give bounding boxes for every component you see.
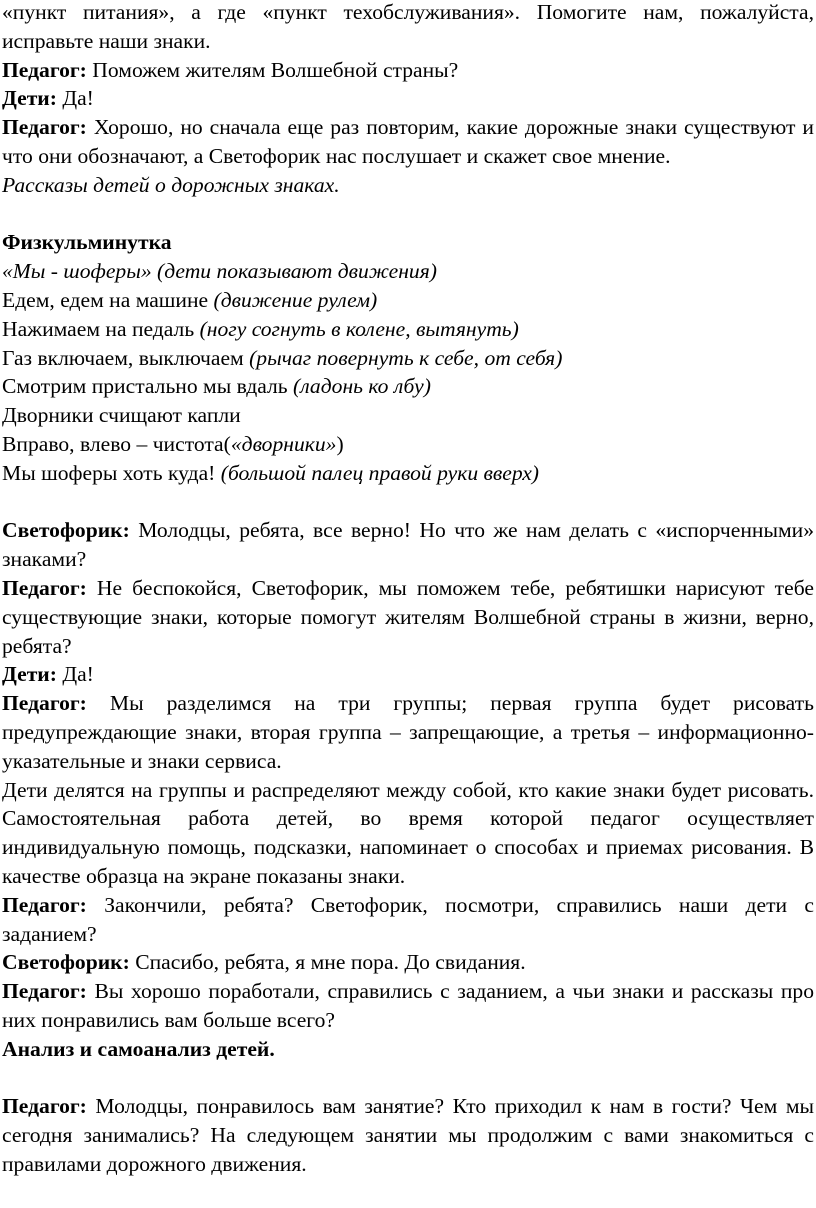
dialogue-teacher-5 [2, 891, 814, 949]
rhyme-text: Смотрим пристально мы вдаль [2, 374, 288, 399]
dialogue-teacher-3 [2, 574, 814, 660]
rhyme-title: «Мы - шоферы» (дети показывают движения) [2, 259, 437, 284]
speech-text: Закончили, ребята? Светофорик, посмотри, справились наши дети с заданием? [2, 892, 814, 946]
rhyme-text: Дворники счищают капли [2, 403, 241, 428]
rhyme-line [2, 344, 814, 373]
speaker-teacher: Педагог: [2, 575, 87, 600]
rhyme-line [2, 372, 814, 401]
speaker-teacher: Педагог: [2, 892, 87, 917]
speech-text: Да! [62, 662, 94, 687]
rhyme-line [2, 315, 814, 344]
speech-text: Молодцы, ребята, все верно! Но что же нам делать с «испорченными» знаками? [2, 518, 814, 572]
speech-text: Не беспокойся, Светофорик, мы поможем тебе, ребятишки нарисуют тебе существующие знаки, которые помогут жителям Волшебной страны в жизни, верно, ребята? [2, 575, 814, 658]
rhyme-line [2, 430, 814, 459]
speech-text: Молодцы, понравилось вам занятие? Кто приходил к нам в гости? Чем мы сегодня занимались? На следующем занятии мы продолжим с вами знакомиться с правилами дорожного движения. [2, 1094, 814, 1176]
speech-text: Спасибо, ребята, я мне пора. До свидания. [135, 950, 526, 975]
speaker-teacher: Педагог: [2, 115, 87, 140]
rhyme-line [2, 401, 814, 430]
speaker-children: Дети: [2, 86, 57, 111]
dialogue-children-2 [2, 660, 814, 689]
speaker-teacher: Педагог: [2, 979, 87, 1004]
dialogue-svetoforik-1 [2, 516, 814, 574]
rhyme-note: (большой палец правой руки вверх) [215, 460, 539, 485]
dialogue-teacher-6 [2, 977, 814, 1035]
section-heading-warmup: Физкульминутка [2, 230, 172, 255]
rhyme-text: Газ включаем, выключаем [2, 345, 244, 370]
speaker-svetoforik: Светофорик: [2, 950, 130, 975]
dialogue-teacher-1 [2, 56, 814, 85]
dialogue-svetoforik-2 [2, 948, 814, 977]
speaker-svetoforik: Светофорик: [2, 518, 130, 543]
stage-direction: Рассказы детей о дорожных знаках. [2, 172, 340, 197]
speech-text: Мы разделимся на три группы; первая группа будет рисовать предупреждающие знаки, вторая группа – запрещающие, а третья – информационно-указательные и знаки сервиса. [2, 691, 814, 773]
rhyme-line [2, 459, 814, 488]
blank-line [2, 200, 814, 229]
dialogue-teacher-7 [2, 1092, 814, 1178]
dialogue-teacher-2 [2, 113, 814, 171]
speaker-teacher: Педагог: [2, 1094, 87, 1119]
blank-line [2, 488, 814, 517]
rhyme-note: «дворники» [230, 431, 337, 456]
rhyme-note: (ногу согнуть в колене, вытянуть) [194, 316, 519, 341]
rhyme-note: (ладонь ко лбу) [287, 374, 431, 399]
speech-text: Поможем жителям Волшебной страны? [92, 57, 459, 82]
rhyme-text: Нажимаем на педаль [2, 316, 195, 341]
rhyme-text: Вправо, влево – чистота( [2, 431, 231, 456]
speech-text: Хорошо, но сначала еще раз повторим, какие дорожные знаки существуют и что они обозначают, а Светофорик нас послушает и скажет свое мнение. [2, 115, 814, 168]
rhyme-line [2, 286, 814, 315]
section-heading-analysis: Анализ и самоанализ детей. [2, 1036, 275, 1061]
dialogue-teacher-4 [2, 689, 814, 775]
rhyme-text: Едем, едем на машине [2, 287, 209, 312]
blank-line [2, 1063, 814, 1092]
speaker-teacher: Педагог: [2, 57, 87, 82]
rhyme-note: (движение рулем) [208, 287, 378, 312]
speaker-children: Дети: [2, 662, 57, 687]
rhyme-text: Мы шоферы хоть куда! [2, 460, 216, 485]
rhyme-tail: ) [336, 431, 344, 456]
paragraph-activity: Дети делятся на группы и распределяют между собой, кто какие знаки будет рисовать. Самостоятельная работа детей, во время которой педагог осуществляет индивидуальную помощь, подсказки, напоминает о способах и приемах рисования. В качестве образца на экране показаны знаки. [2, 777, 814, 888]
speech-text: Да! [62, 86, 94, 111]
speaker-teacher: Педагог: [2, 691, 87, 716]
speech-text: Вы хорошо поработали, справились с заданием, а чьи знаки и рассказы про них понравились вам больше всего? [2, 979, 814, 1032]
paragraph-intro: «пункт питания», а где «пункт техобслуживания». Помогите нам, пожалуйста, исправьте наши знаки. [2, 0, 814, 53]
rhyme-note: (рычаг повернуть к себе, от себя) [243, 345, 563, 370]
dialogue-children-1 [2, 84, 814, 113]
